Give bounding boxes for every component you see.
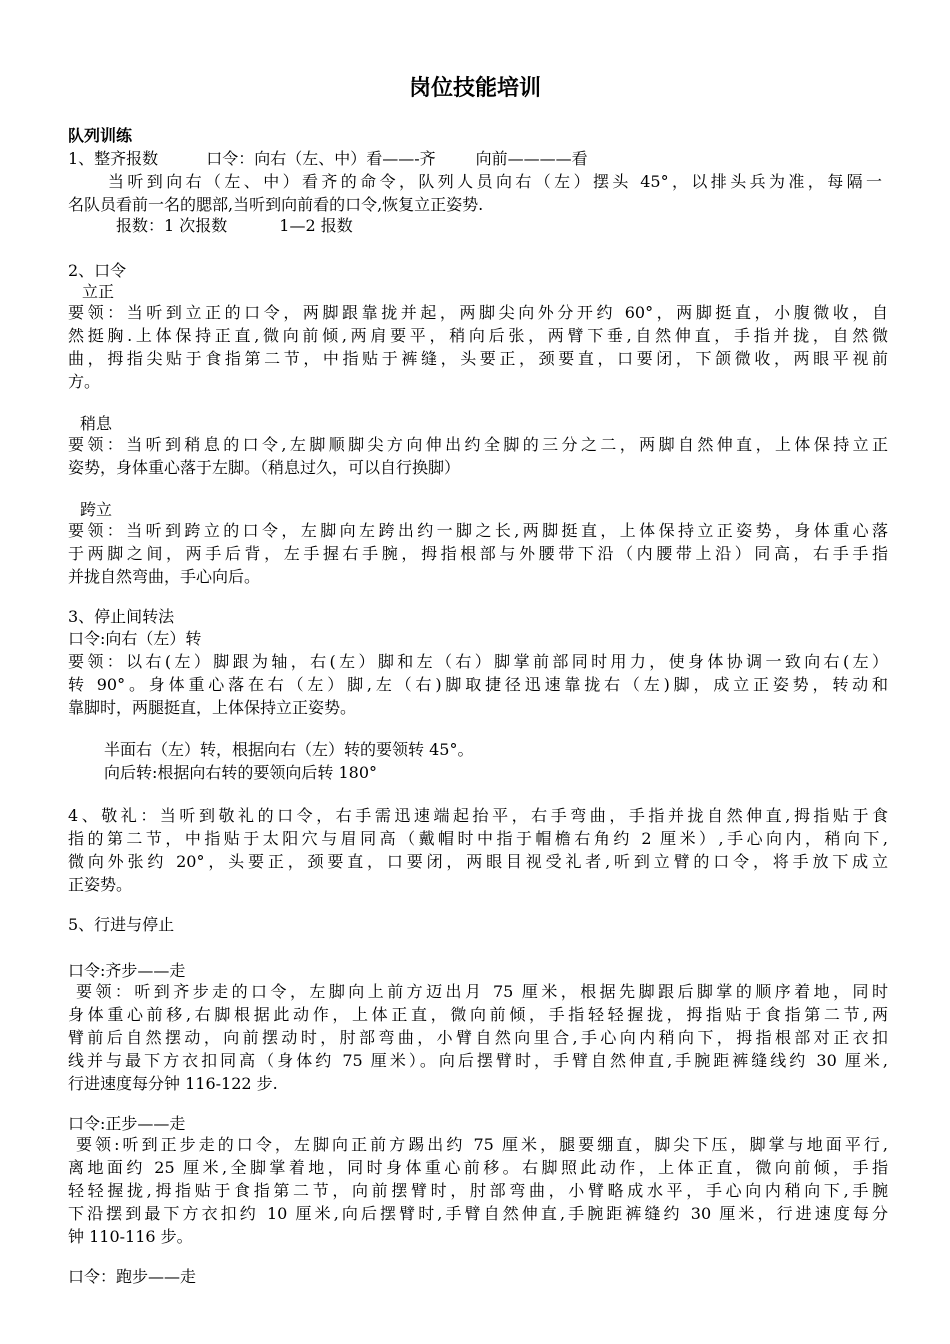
s3-para-line: 要领：以右(左）脚跟为轴，右(左）脚和左（右）脚掌前部同时用力，使身体协调一致向右(左） — [68, 652, 888, 671]
zhengbu-line: 要领:听到正步走的口令，左脚向正前方踢出约 75 厘米，腿要绷直，脚尖下压，脚掌与地面平行, — [76, 1135, 888, 1154]
zhengbu-command: 口令:正步——走 — [68, 1114, 186, 1133]
lizheng-line: 方。 — [68, 372, 101, 391]
lizheng-line: 要领：当听到立正的口令，两脚跟靠拢并起，两脚尖向外分开约 60°，两脚挺直，小腹微收，自 — [68, 303, 888, 322]
qibu-command: 口令:齐步——走 — [68, 961, 186, 980]
qibu-line: 臂前后自然摆动，向前摆动时，肘部弯曲，小臂自然向里合,手心向内稍向下，拇指根部对正衣扣 — [68, 1028, 888, 1047]
count-pairs: 1—2 报数 — [279, 216, 353, 235]
kuali-heading: 跨立 — [80, 500, 113, 519]
page-title: 岗位技能培训 — [408, 76, 541, 101]
s1-command-2: 向前————看 — [475, 149, 588, 168]
s3-para-line: 靠脚时，两腿挺直，上体保持立正姿势。 — [68, 698, 357, 717]
shaoxi-heading: 稍息 — [80, 414, 113, 433]
kuali-line: 于两脚之间，两手后背，左手握右手腕，拇指根部与外腰带下沿（内腰带上沿）同高，右手手指 — [68, 544, 888, 563]
s4-para-line: 指的第二节，中指贴于太阳穴与眉同高（戴帽时中指于帽檐右角约 2 厘米）,手心向内，稍向下, — [68, 829, 888, 848]
qibu-line: 线并与最下方衣扣同高（身体约 75 厘米）。向后摆臂时，手臂自然伸直,手腕距裤缝线约 30 厘米, — [68, 1051, 888, 1070]
s1-count-line — [116, 214, 936, 238]
s1-command: 口令：向右（左、中）看——-齐 — [206, 149, 436, 168]
s4-para-line: 正姿势。 — [68, 875, 133, 894]
qibu-line: 要领：听到齐步走的口令，左脚向上前方迈出月 75 厘米，根据先脚跟后脚掌的顺序着地，同时 — [76, 982, 888, 1001]
qibu-line: 行进速度每分钟 116-122 步. — [68, 1074, 278, 1093]
half-turn-line: 半面右（左）转，根据向右（左）转的要领转 45°。 — [104, 740, 474, 759]
count-once: 报数：1 次报数 — [116, 216, 228, 235]
s1-heading: 1、整齐报数 — [68, 149, 159, 168]
kuali-line: 要领：当听到跨立的口令，左脚向左跨出约一脚之长,两脚挺直，上体保持立正姿势，身体重心落 — [68, 521, 888, 540]
zhengbu-line: 离地面约 25 厘米,全脚掌着地，同时身体重心前移。右脚照此动作，上体正直，微向前倾，手指 — [68, 1158, 888, 1177]
lizheng-line: 曲，拇指尖贴于食指第二节，中指贴于裤缝，头要正，颈要直，口要闭，下颌微收，两眼平视前 — [68, 349, 888, 368]
paobu-command: 口令：跑步——走 — [68, 1267, 197, 1286]
section-heading: 队列训练 — [68, 126, 133, 145]
s1-para-line: 当听到向右（左、中）看齐的命令，队列人员向右（左）摆头 45°，以排头兵为准，每隔一 — [108, 172, 882, 191]
s3-heading: 3、停止间转法 — [68, 607, 175, 626]
lizheng-line: 然挺胸.上体保持正直,微向前倾,两肩要平，稍向后张，两臂下垂,自然伸直，手指并拢，自然微 — [68, 326, 888, 345]
shaoxi-line: 要领：当听到稍息的口令,左脚顺脚尖方向伸出约全脚的三分之二，两脚自然伸直，上体保持立正 — [68, 435, 888, 454]
s4-para-line: 4、敬礼：当听到敬礼的口令，右手需迅速端起抬平，右手弯曲，手指并拢自然伸直,拇指贴于食 — [68, 806, 888, 825]
s5-heading: 5、行进与停止 — [68, 915, 175, 934]
kuali-line: 并拢自然弯曲，手心向后。 — [68, 567, 261, 586]
lizheng-heading: 立正 — [82, 282, 115, 301]
zhengbu-line: 钟 110-116 步。 — [68, 1227, 193, 1246]
s4-para-line: 微向外张约 20°，头要正，颈要直，口要闭，两眼目视受礼者,听到立臂的口令，将手放下成立 — [68, 852, 888, 871]
s3-para-line: 转 90°。身体重心落在右（左）脚,左（右)脚取捷径迅速靠拢右（左)脚，成立正姿势，转动和 — [68, 675, 888, 694]
s2-heading: 2、口令 — [68, 261, 127, 280]
s1-para-line: 名队员看前一名的腮部,当听到向前看的口令,恢复立正姿势. — [68, 195, 484, 214]
shaoxi-line: 姿势，身体重心落于左脚。（稍息过久，可以自行换脚） — [68, 458, 461, 477]
about-turn-line: 向后转:根据向右转的要领向后转 180° — [104, 763, 378, 782]
zhengbu-line: 下沿摆到最下方衣扣约 10 厘米,向后摆臂时,手臂自然伸直,手腕距裤缝约 30 厘米，行进速度每分 — [68, 1204, 888, 1223]
s3-command: 口令:向右（左）转 — [68, 629, 202, 648]
qibu-line: 身体重心前移,右脚根据此动作，上体正直，微向前倾，手指轻轻握拢，拇指贴于食指第二节,两 — [68, 1005, 888, 1024]
s1-line — [68, 147, 888, 171]
zhengbu-line: 轻轻握拢,拇指贴于食指第二节，向前摆臂时，肘部弯曲，小臂略成水平，手心向内稍向下,手腕 — [68, 1181, 888, 1200]
